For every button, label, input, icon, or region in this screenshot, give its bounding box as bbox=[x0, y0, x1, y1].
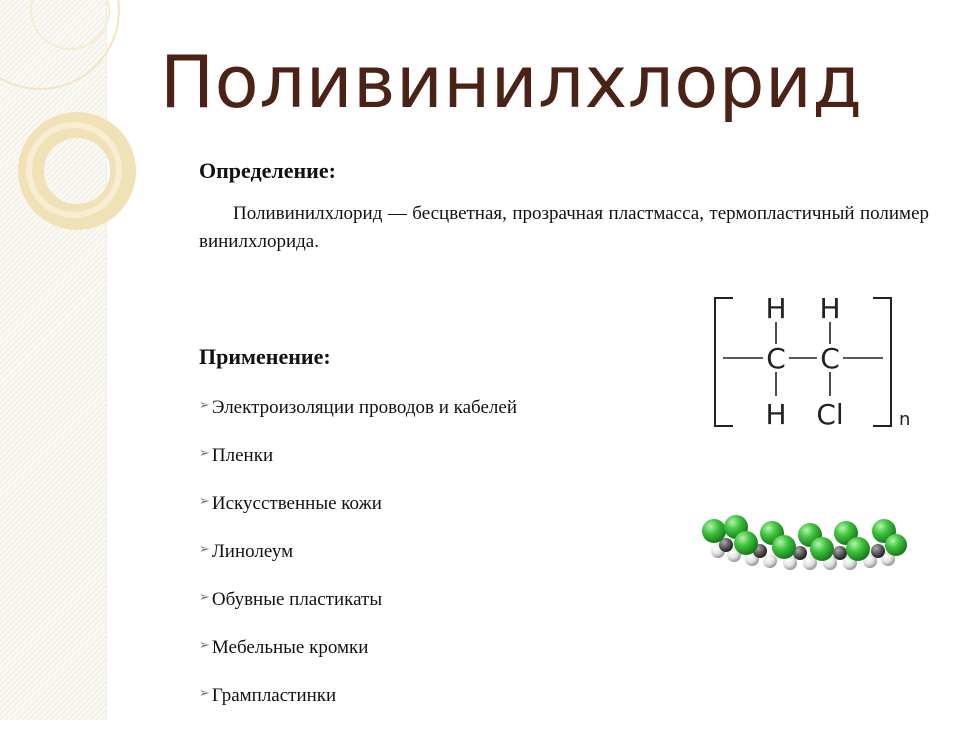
atom-c-left: C bbox=[766, 342, 786, 375]
list-item bbox=[199, 442, 517, 490]
application-list bbox=[199, 394, 517, 730]
bullet-icon: ➢ bbox=[199, 685, 210, 700]
list-item bbox=[199, 538, 517, 586]
list-item bbox=[199, 490, 517, 538]
list-item-label: Линолеум bbox=[211, 541, 294, 562]
decorative-side-stripe bbox=[0, 0, 107, 720]
list-item-label: Обувные пластикаты bbox=[211, 589, 383, 610]
molecule-chain bbox=[702, 515, 907, 570]
list-item bbox=[199, 586, 517, 634]
bullet-icon: ➢ bbox=[199, 589, 210, 604]
slide-title: Поливинилхлорид bbox=[160, 40, 863, 124]
bullet-icon: ➢ bbox=[199, 637, 210, 652]
application-heading: Применение: bbox=[199, 344, 331, 369]
atom-c-right: C bbox=[820, 342, 840, 375]
polymer-subscript: n bbox=[899, 409, 911, 430]
list-item-label: Пленки bbox=[211, 445, 274, 466]
bullet-icon: ➢ bbox=[199, 493, 210, 508]
right-bracket bbox=[873, 298, 891, 426]
atom-cl-bottom-right: Cl bbox=[816, 398, 844, 431]
list-item bbox=[199, 682, 517, 730]
atom-h-top-left: H bbox=[765, 292, 787, 325]
structural-formula bbox=[705, 284, 925, 434]
left-bracket bbox=[715, 298, 733, 426]
atom-h-bottom-left: H bbox=[765, 398, 787, 431]
list-item-label: Мебельные кромки bbox=[211, 637, 369, 658]
definition-section bbox=[199, 158, 929, 256]
list-item bbox=[199, 394, 517, 442]
atom-h-top-right: H bbox=[819, 292, 841, 325]
definition-heading: Определение: bbox=[199, 158, 336, 183]
decorative-ring-inner bbox=[26, 122, 122, 218]
list-item-label: Искусственные кожи bbox=[211, 493, 382, 514]
bullet-icon: ➢ bbox=[199, 541, 210, 556]
list-item bbox=[199, 634, 517, 682]
molecule-model-illustration bbox=[700, 505, 910, 585]
list-item-label: Электроизоляции проводов и кабелей bbox=[211, 397, 517, 418]
bullet-icon: ➢ bbox=[199, 397, 210, 412]
definition-text: Поливинилхлорид — бесцветная, прозрачная пластмасса, термопластичный полимер винилхлорида. bbox=[199, 203, 929, 252]
list-item-label: Грампластинки bbox=[211, 685, 337, 706]
bullet-icon: ➢ bbox=[199, 445, 210, 460]
